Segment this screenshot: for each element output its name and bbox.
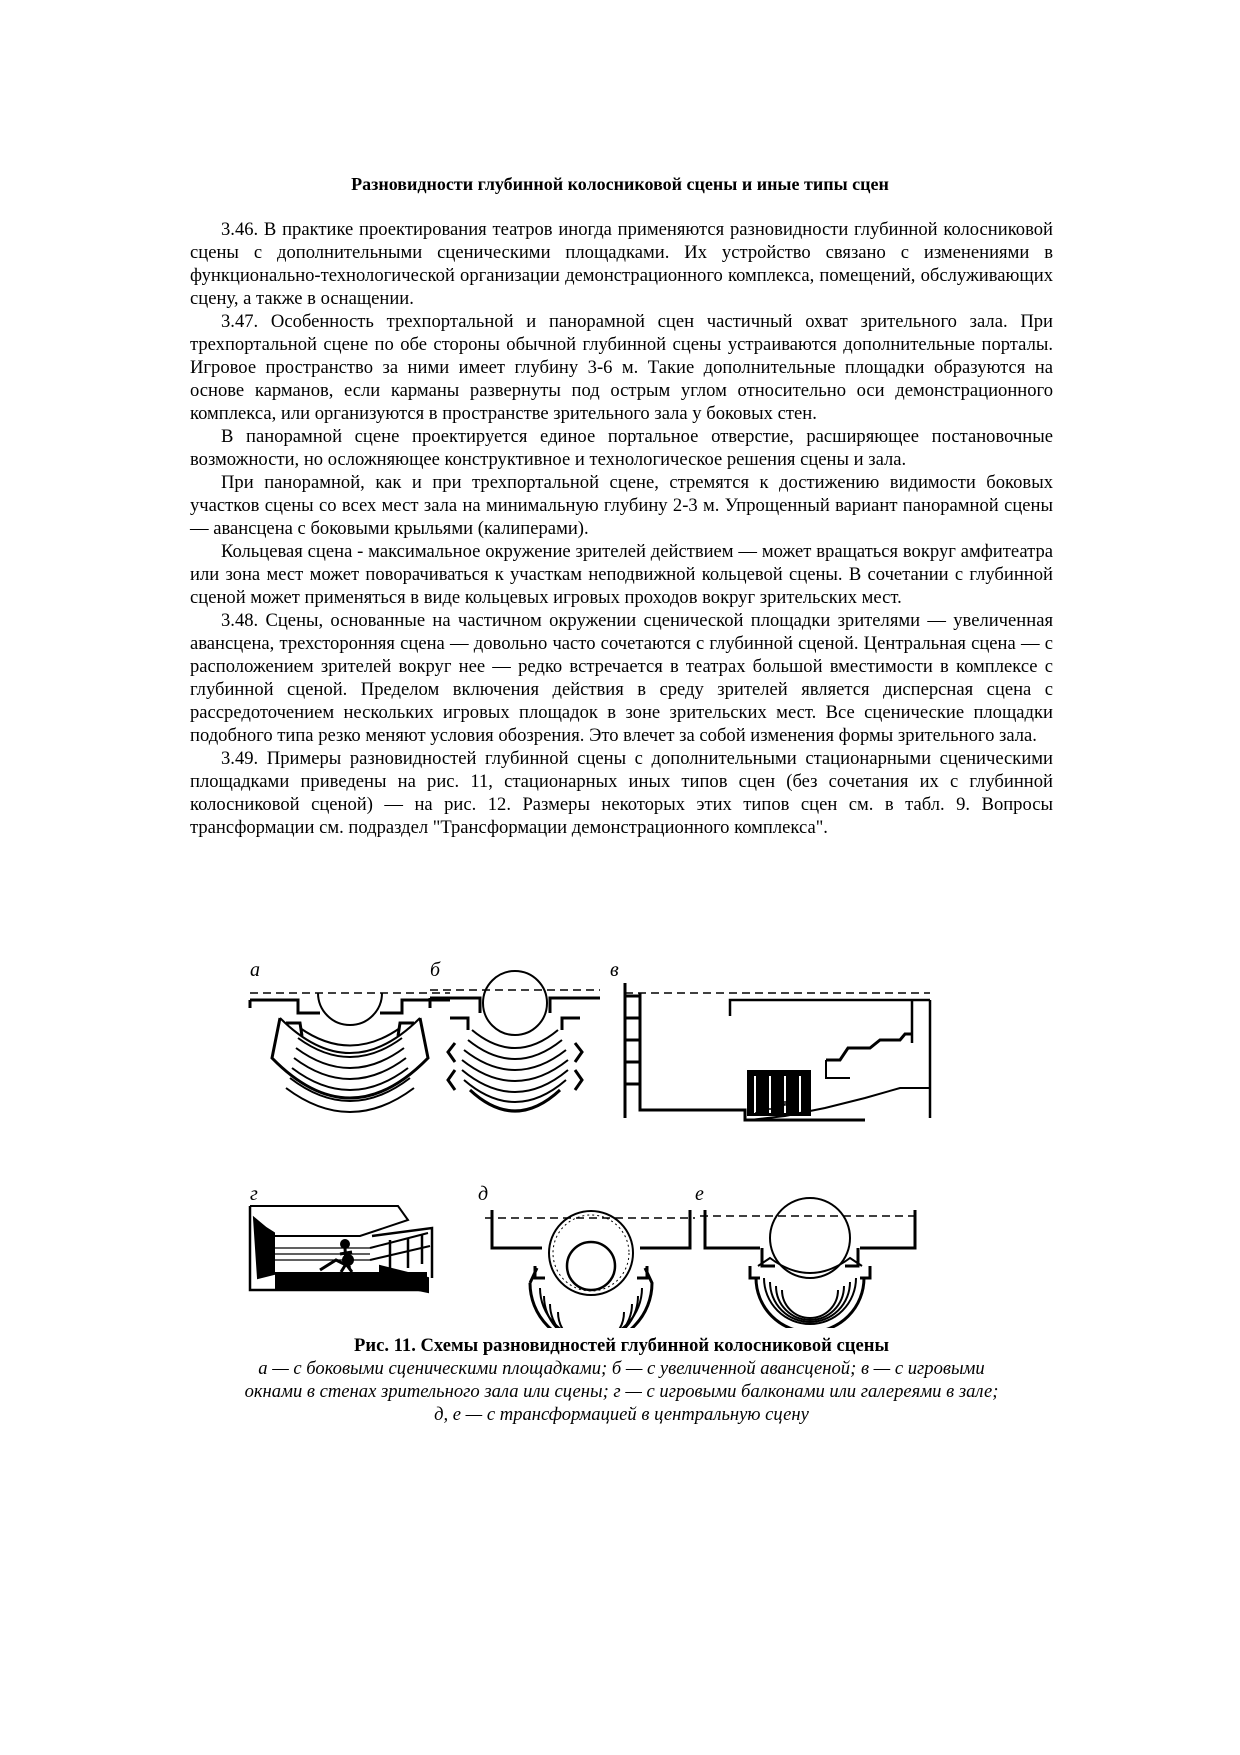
scheme-a xyxy=(250,959,450,1112)
paragraph: 3.48. Сцены, основанные на частичном окружении сценической площадки зрителями — увеличенная авансцена, трехсторонняя сцена — довольно часто сочетаются с глубинной сценой. Центральная сцена — с расположением зрителей вокруг нее — редко встречается в театрах большой вместимости в комплексе с глубинной сценой. Пределом включения действия в среду зрителей является дисперсная сцена с рассредоточением нескольких игровых площадок в зоне зрительских мест. Все сценические площадки подобного типа резко меняют условия обозрения. Это влечет за собой изменения формы зрительного зала. xyxy=(190,610,1053,746)
scheme-b xyxy=(430,959,600,1111)
caption-line: д, е — с трансформацией в центральную сцену xyxy=(434,1404,809,1425)
label-d: д xyxy=(478,1183,489,1205)
paragraph: 3.46. В практике проектирования театров иногда применяются разновидности глубинной колосниковой сцены с дополнительными сценическими площадками. Их устройство связано с изменениями в функционально-технологической организации демонстрационного комплекса, помещений, обслуживающих сцену, а также в оснащении. xyxy=(190,219,1053,309)
caption-title: Рис. 11. Схемы разновидностей глубинной колосниковой сцены xyxy=(354,1335,889,1356)
section-heading: Разновидности глубинной колосниковой сцены и иные типы сцен xyxy=(351,174,889,194)
paragraph: 3.47. Особенность трехпортальной и панорамной сцен частичный охват зрительного зала. При трехпортальной сцене по обе стороны обычной глубинной сцены устраиваются дополнительные порталы. Игровое пространство за ними имеет глубину 3-6 м. Такие дополнительные площадки образуются на основе карманов, если карманы развернуты под острым углом относительно оси демонстрационного комплекса, или организуются в пространстве зрительного зала у боковых стен. xyxy=(190,311,1053,424)
paragraph: В панорамной сцене проектируется единое портальное отверстие, расширяющее постановочные возможности, но осложняющее конструктивное и технологическое решения сцены и зала. xyxy=(190,426,1053,470)
label-v: в xyxy=(610,959,619,981)
scheme-e xyxy=(695,1183,920,1328)
scheme-g xyxy=(250,1183,432,1292)
figure-caption xyxy=(190,1334,1053,1426)
label-a: а xyxy=(250,959,260,981)
label-e: е xyxy=(695,1183,704,1205)
paragraph: Кольцевая сцена - максимальное окружение зрителей действием — может вращаться вокруг амфитеатра или зона мест может поворачиваться к участкам неподвижной кольцевой сцены. В сочетании с глубинной сценой может применяться в виде кольцевых игровых проходов вокруг зрительских мест. xyxy=(190,541,1053,608)
scheme-v xyxy=(610,959,930,1120)
caption-line: а — с боковыми сценическими площадками; б — с увеличенной авансценой; в — с игровыми xyxy=(258,1358,985,1379)
scheme-d xyxy=(478,1183,695,1328)
paragraph: 3.49. Примеры разновидностей глубинной сцены с дополнительными стационарными сценическими площадками приведены на рис. 11, стационарных иных типов сцен (без сочетания их с глубинной колосниковой сценой) — на рис. 12. Размеры некоторых этих типов сцен см. в табл. 9. Вопросы трансформации см. подраздел "Трансформации демонстрационного комплекса". xyxy=(190,748,1053,838)
label-g: г xyxy=(250,1183,258,1205)
label-b: б xyxy=(430,959,441,981)
caption-line: окнами в стенах зрительного зала или сцены; г — с игровыми балконами или галереями в зале; xyxy=(244,1381,999,1402)
body-text xyxy=(190,218,1053,839)
figure-drawing xyxy=(240,948,1020,1328)
paragraph: При панорамной, как и при трехпортальной сцене, стремятся к достижению видимости боковых участков сцены со всех мест зала на минимальную глубину 2-3 м. Упрощенный вариант панорамной сцены— авансцена с боковыми крыльями (калиперами). xyxy=(190,472,1053,539)
figure-11 xyxy=(240,948,1020,1328)
